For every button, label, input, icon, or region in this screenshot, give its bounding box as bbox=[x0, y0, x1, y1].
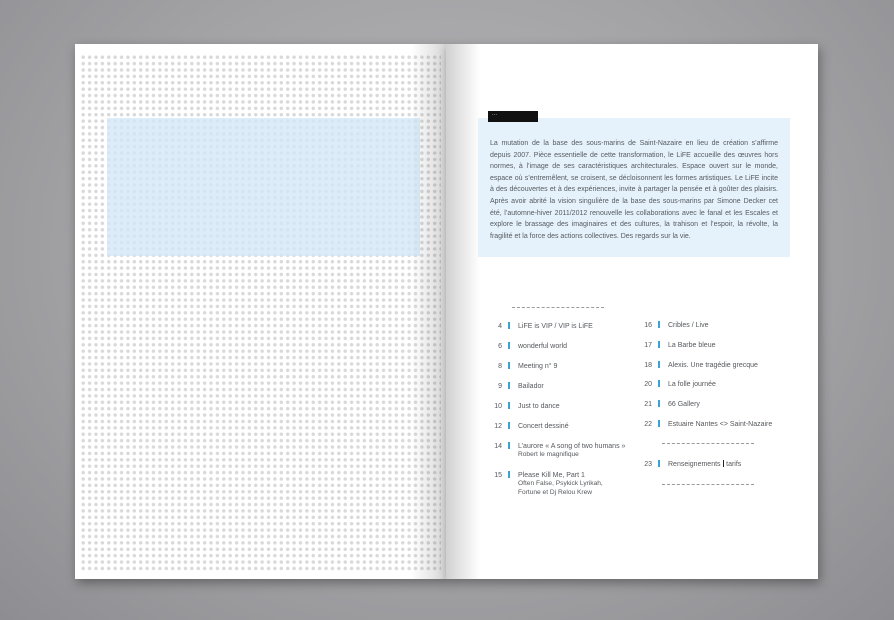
toc-title: LiFE is VIP / VIP is LiFE bbox=[518, 323, 593, 330]
toc-bottom-divider bbox=[662, 484, 754, 485]
toc-accent-bar bbox=[658, 361, 660, 368]
toc-title-secondary: tarifs bbox=[726, 461, 742, 468]
toc-page-number: 6 bbox=[498, 343, 502, 350]
toc-title: Alexis. Une tragédie grecque bbox=[668, 362, 758, 369]
toc-title: La Barbe bleue bbox=[668, 342, 716, 349]
toc-page-number: 9 bbox=[498, 383, 502, 390]
toc-title: La folle journée bbox=[668, 381, 716, 388]
toc-title-main: L’aurore « A song of two humans » bbox=[518, 443, 626, 450]
toc-page-number: 22 bbox=[644, 421, 652, 428]
toc-title: Estuaire Nantes <> Saint-Nazaire bbox=[668, 421, 773, 428]
toc-page-number: 17 bbox=[644, 342, 652, 349]
toc-page-number: 20 bbox=[644, 381, 652, 388]
toc-accent-bar bbox=[658, 400, 660, 407]
toc-page-number: 4 bbox=[498, 323, 502, 330]
toc-accent-bar bbox=[508, 422, 510, 429]
toc-accent-bar bbox=[508, 322, 510, 329]
toc-accent-bar bbox=[658, 321, 660, 328]
toc-accent-bar bbox=[508, 362, 510, 369]
toc-page-number: 12 bbox=[494, 423, 502, 430]
toc-title: Cribles / Live bbox=[668, 322, 709, 329]
toc-subtitle: Often False, Psykick Lyrikah, bbox=[518, 480, 603, 487]
left-page bbox=[75, 44, 447, 579]
toc-accent-bar bbox=[658, 341, 660, 348]
section-label-tab bbox=[488, 111, 538, 122]
toc-title: Meeting n° 9 bbox=[518, 363, 558, 370]
toc-accent-bar bbox=[508, 342, 510, 349]
toc-title: Just to dance bbox=[518, 403, 560, 410]
section-label-text: ··· bbox=[492, 112, 497, 118]
toc-title bbox=[518, 442, 638, 460]
toc-page-number: 10 bbox=[494, 403, 502, 410]
intro-paragraph: La mutation de la base des sous-marins de Saint-Nazaire en lieu de création s’affirme depuis 2007. Pièce essentielle de cette transformation, le LiFE accueille des œuvres hors normes, à l’image de ses caractéristiques architecturales. Espace ouvert sur le monde, espace où s’entremêlent, se croisent, se décloisonnent les formes artistiques. Le LiFE incite à des découvertes et à des expériences, invite à partager la pensée et à goûter des plaisirs. Après avoir abrité la vision singulière de la base des sous-marins par Simone Decker cet été, l’automne-hiver 2011/2012 renouvelle les collaborations avec le fanal et les Escales et explore le brassage des imaginaires et des cultures, la trahison et l’espoir, la révolte, la fragilité et la force des actions collectives. Des regards sur la vie. bbox=[490, 140, 778, 240]
toc-accent-bar bbox=[508, 402, 510, 409]
toc-accent-bar bbox=[508, 382, 510, 389]
toc-mid-divider bbox=[662, 443, 754, 444]
toc-accent-bar bbox=[658, 420, 660, 427]
toc-page-number: 16 bbox=[644, 322, 652, 329]
toc-top-divider bbox=[512, 307, 604, 308]
toc-accent-bar bbox=[658, 380, 660, 387]
toc-accent-bar bbox=[508, 442, 510, 449]
toc-page-number: 23 bbox=[644, 461, 652, 468]
separator-bar bbox=[723, 460, 725, 467]
toc-page-number: 18 bbox=[644, 362, 652, 369]
toc-page-number: 14 bbox=[494, 443, 502, 450]
toc-title-main: Please Kill Me, Part 1 bbox=[518, 472, 585, 479]
spine-shadow bbox=[446, 44, 480, 579]
toc-subtitle: Robert le magnifique bbox=[518, 451, 579, 458]
toc-title: Bailador bbox=[518, 383, 544, 390]
toc-page-number: 8 bbox=[498, 363, 502, 370]
toc-accent-bar bbox=[658, 460, 660, 467]
image-placeholder-panel bbox=[107, 118, 420, 256]
toc-subtitle: Fortune et Dj Relou Krew bbox=[518, 488, 593, 496]
toc-title: wonderful world bbox=[518, 343, 568, 350]
toc-title: Concert dessiné bbox=[518, 423, 569, 430]
toc-title bbox=[668, 460, 788, 469]
spine-shadow bbox=[411, 44, 447, 579]
right-page bbox=[446, 44, 818, 579]
toc-title: 66 Gallery bbox=[668, 401, 700, 408]
toc-page-number: 15 bbox=[494, 472, 502, 479]
toc-title bbox=[518, 471, 638, 497]
intro-box bbox=[478, 118, 790, 257]
toc-page-number: 21 bbox=[644, 401, 652, 408]
toc-title-main: Renseignements bbox=[668, 461, 721, 468]
toc-accent-bar bbox=[508, 471, 510, 478]
